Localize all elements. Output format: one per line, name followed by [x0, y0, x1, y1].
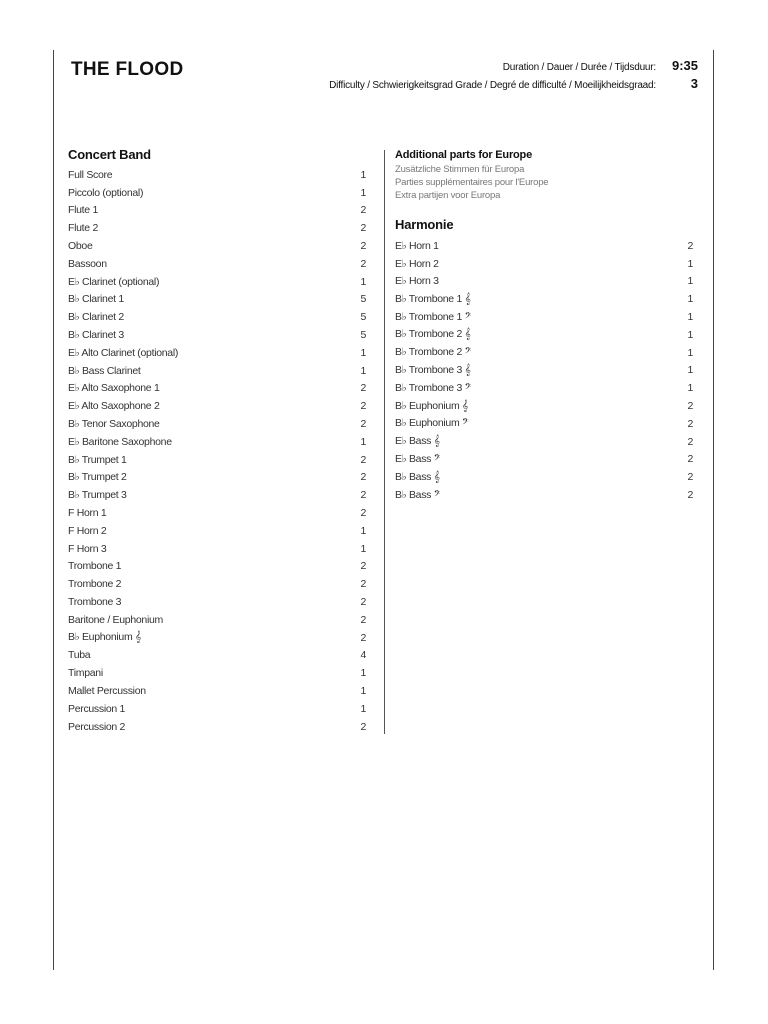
- part-quantity: 2: [360, 240, 366, 253]
- part-name: Mallet Percussion: [68, 685, 146, 697]
- part-quantity: 1: [360, 168, 366, 181]
- part-name: Timpani: [68, 667, 103, 680]
- part-quantity: 1: [360, 702, 366, 715]
- part-name: B♭ Euphonium 𝄞: [68, 631, 141, 644]
- part-row: [68, 522, 366, 540]
- part-quantity: 2: [687, 239, 693, 252]
- part-name: E♭ Baritone Saxophone: [68, 435, 172, 448]
- part-quantity: 2: [687, 417, 693, 430]
- part-quantity: 1: [360, 667, 366, 680]
- part-row: [68, 237, 366, 255]
- part-name: E♭ Alto Saxophone 1: [68, 382, 160, 395]
- part-quantity: 1: [687, 275, 693, 288]
- part-quantity: 2: [360, 720, 366, 733]
- part-quantity: 1: [360, 435, 366, 448]
- part-quantity: 2: [360, 613, 366, 626]
- part-name: B♭ Trombone 2 𝄞: [395, 328, 471, 341]
- part-quantity: 2: [687, 489, 693, 502]
- part-name: Oboe: [68, 240, 93, 253]
- part-row: [68, 451, 366, 469]
- part-name: F Horn 2: [68, 524, 107, 537]
- part-quantity: 1: [360, 275, 366, 288]
- part-row: [68, 504, 366, 522]
- part-quantity: 2: [360, 631, 366, 644]
- part-name: Percussion 1: [68, 702, 126, 715]
- part-name: B♭ Clarinet 3: [68, 329, 124, 342]
- part-quantity: 2: [360, 489, 366, 502]
- part-name: B♭ Trombone 3 𝄞: [395, 363, 471, 376]
- part-row: [395, 486, 693, 504]
- part-row: [68, 291, 366, 309]
- part-name: E♭ Bass 𝄞: [395, 435, 440, 448]
- part-name: Full Score: [68, 168, 113, 181]
- part-name: Flute 2: [68, 222, 98, 235]
- part-name: Bassoon: [68, 257, 107, 270]
- harmonie-parts-list: [395, 237, 693, 504]
- part-name: E♭ Horn 2: [395, 257, 439, 270]
- part-row: [68, 380, 366, 398]
- part-row: [68, 184, 366, 202]
- part-row: [68, 397, 366, 415]
- part-row: [395, 237, 693, 255]
- europe-line-fr: Parties supplémentaires pour l'Europe: [395, 177, 549, 188]
- part-name: F Horn 3: [68, 542, 107, 555]
- part-quantity: 1: [360, 542, 366, 555]
- part-name: B♭ Euphonium 𝄞: [395, 399, 468, 412]
- part-name: E♭ Horn 3: [395, 275, 439, 288]
- part-row: [395, 451, 693, 469]
- part-name: B♭ Trombone 3 𝄢: [395, 381, 472, 394]
- part-quantity: 1: [687, 293, 693, 306]
- part-row: [395, 397, 693, 415]
- part-row: [68, 611, 366, 629]
- part-name: E♭ Alto Clarinet (optional): [68, 346, 179, 359]
- part-name: B♭ Tenor Saxophone: [68, 418, 160, 431]
- part-row: [68, 415, 366, 433]
- part-name: Tuba: [68, 649, 91, 662]
- part-row: [68, 433, 366, 451]
- part-name: B♭ Trombone 1 𝄢: [395, 310, 472, 323]
- duration-value: 9:35: [671, 58, 698, 73]
- part-row: [68, 629, 366, 647]
- part-quantity: 5: [360, 311, 366, 324]
- part-row: [395, 273, 693, 291]
- part-name: Flute 1: [68, 204, 98, 217]
- europe-line-nl: Extra partijen voor Europa: [395, 190, 501, 201]
- part-row: [68, 219, 366, 237]
- part-name: Trombone 1: [68, 560, 122, 573]
- part-row: [68, 647, 366, 665]
- part-quantity: 2: [687, 400, 693, 413]
- part-quantity: 1: [360, 346, 366, 359]
- part-name: B♭ Bass 𝄢: [395, 488, 441, 501]
- part-quantity: 2: [360, 418, 366, 431]
- part-quantity: 2: [360, 596, 366, 609]
- part-quantity: 1: [687, 382, 693, 395]
- part-name: E♭ Bass 𝄢: [395, 452, 441, 465]
- part-row: [68, 326, 366, 344]
- part-row: [68, 362, 366, 380]
- part-quantity: 1: [687, 311, 693, 324]
- europe-line-de: Zusätzliche Stimmen für Europa: [395, 164, 525, 175]
- part-quantity: 1: [687, 364, 693, 377]
- part-row: [395, 326, 693, 344]
- part-row: [395, 255, 693, 273]
- part-name: B♭ Bass 𝄞: [395, 470, 440, 483]
- part-row: [68, 664, 366, 682]
- page-title: THE FLOOD: [71, 59, 184, 80]
- part-quantity: 5: [360, 293, 366, 306]
- part-row: [395, 308, 693, 326]
- part-quantity: 2: [687, 435, 693, 448]
- part-row: [68, 718, 366, 736]
- part-quantity: 5: [360, 329, 366, 342]
- part-name: B♭ Trumpet 3: [68, 489, 127, 502]
- part-name: B♭ Trombone 2 𝄢: [395, 346, 472, 359]
- part-row: [395, 433, 693, 451]
- part-name: B♭ Trumpet 1: [68, 453, 127, 466]
- part-quantity: 1: [360, 524, 366, 537]
- part-quantity: 2: [360, 257, 366, 270]
- part-name: B♭ Euphonium 𝄢: [395, 417, 469, 430]
- part-quantity: 2: [360, 471, 366, 484]
- part-row: [68, 469, 366, 487]
- part-name: B♭ Clarinet 1: [68, 293, 124, 306]
- part-quantity: 2: [360, 507, 366, 520]
- column-divider: [384, 150, 385, 734]
- part-quantity: 2: [687, 453, 693, 466]
- concert-band-parts-list: [68, 166, 366, 736]
- concert-band-section: [68, 147, 366, 736]
- part-quantity: 1: [360, 685, 366, 697]
- part-row: [395, 344, 693, 362]
- difficulty-row: [329, 76, 698, 91]
- part-row: [395, 290, 693, 308]
- part-row: [68, 344, 366, 362]
- part-row: [68, 700, 366, 718]
- part-name: E♭ Horn 1: [395, 239, 439, 252]
- part-quantity: 2: [360, 222, 366, 235]
- part-row: [68, 558, 366, 576]
- part-row: [68, 202, 366, 220]
- part-row: [68, 166, 366, 184]
- part-name: Baritone / Euphonium: [68, 613, 163, 626]
- difficulty-label: Difficulty / Schwierigkeitsgrad Grade / Degré de difficulté / Moeilijkheidsgraad:: [329, 80, 656, 91]
- part-row: [68, 540, 366, 558]
- duration-label: Duration / Dauer / Durée / Tijdsduur:: [502, 62, 656, 73]
- part-row: [68, 682, 366, 700]
- part-quantity: 1: [360, 186, 366, 199]
- part-quantity: 2: [687, 471, 693, 484]
- part-quantity: 1: [687, 328, 693, 341]
- part-row: [395, 379, 693, 397]
- part-row: [395, 415, 693, 433]
- part-name: B♭ Clarinet 2: [68, 311, 124, 324]
- right-margin-rule: [713, 50, 714, 970]
- part-name: F Horn 1: [68, 507, 107, 520]
- part-row: [68, 575, 366, 593]
- part-row: [68, 273, 366, 291]
- part-row: [68, 593, 366, 611]
- part-quantity: 2: [360, 453, 366, 466]
- part-name: B♭ Trombone 1 𝄞: [395, 292, 471, 305]
- part-name: E♭ Clarinet (optional): [68, 275, 160, 288]
- part-row: [395, 362, 693, 380]
- part-quantity: 1: [360, 364, 366, 377]
- part-quantity: 1: [687, 346, 693, 359]
- part-quantity: 2: [360, 560, 366, 573]
- part-row: [68, 255, 366, 273]
- europe-title: Additional parts for Europe: [395, 149, 532, 161]
- part-quantity: 2: [360, 578, 366, 591]
- part-quantity: 4: [360, 649, 366, 662]
- part-row: [68, 308, 366, 326]
- part-row: [395, 468, 693, 486]
- part-quantity: 2: [360, 382, 366, 395]
- harmonie-heading: Harmonie: [395, 217, 454, 232]
- part-name: Piccolo (optional): [68, 186, 144, 199]
- part-name: B♭ Bass Clarinet: [68, 364, 141, 377]
- part-name: E♭ Alto Saxophone 2: [68, 400, 160, 413]
- difficulty-value: 3: [690, 76, 698, 91]
- duration-row: [503, 58, 698, 73]
- part-name: Percussion 2: [68, 720, 126, 733]
- part-quantity: 2: [360, 400, 366, 413]
- concert-band-heading: Concert Band: [68, 147, 151, 162]
- part-name: B♭ Trumpet 2: [68, 471, 127, 484]
- part-quantity: 1: [687, 257, 693, 270]
- part-quantity: 2: [360, 204, 366, 217]
- part-row: [68, 486, 366, 504]
- europe-section: [395, 149, 693, 504]
- left-margin-rule: [53, 50, 54, 970]
- part-name: Trombone 2: [68, 578, 122, 591]
- part-name: Trombone 3: [68, 596, 122, 609]
